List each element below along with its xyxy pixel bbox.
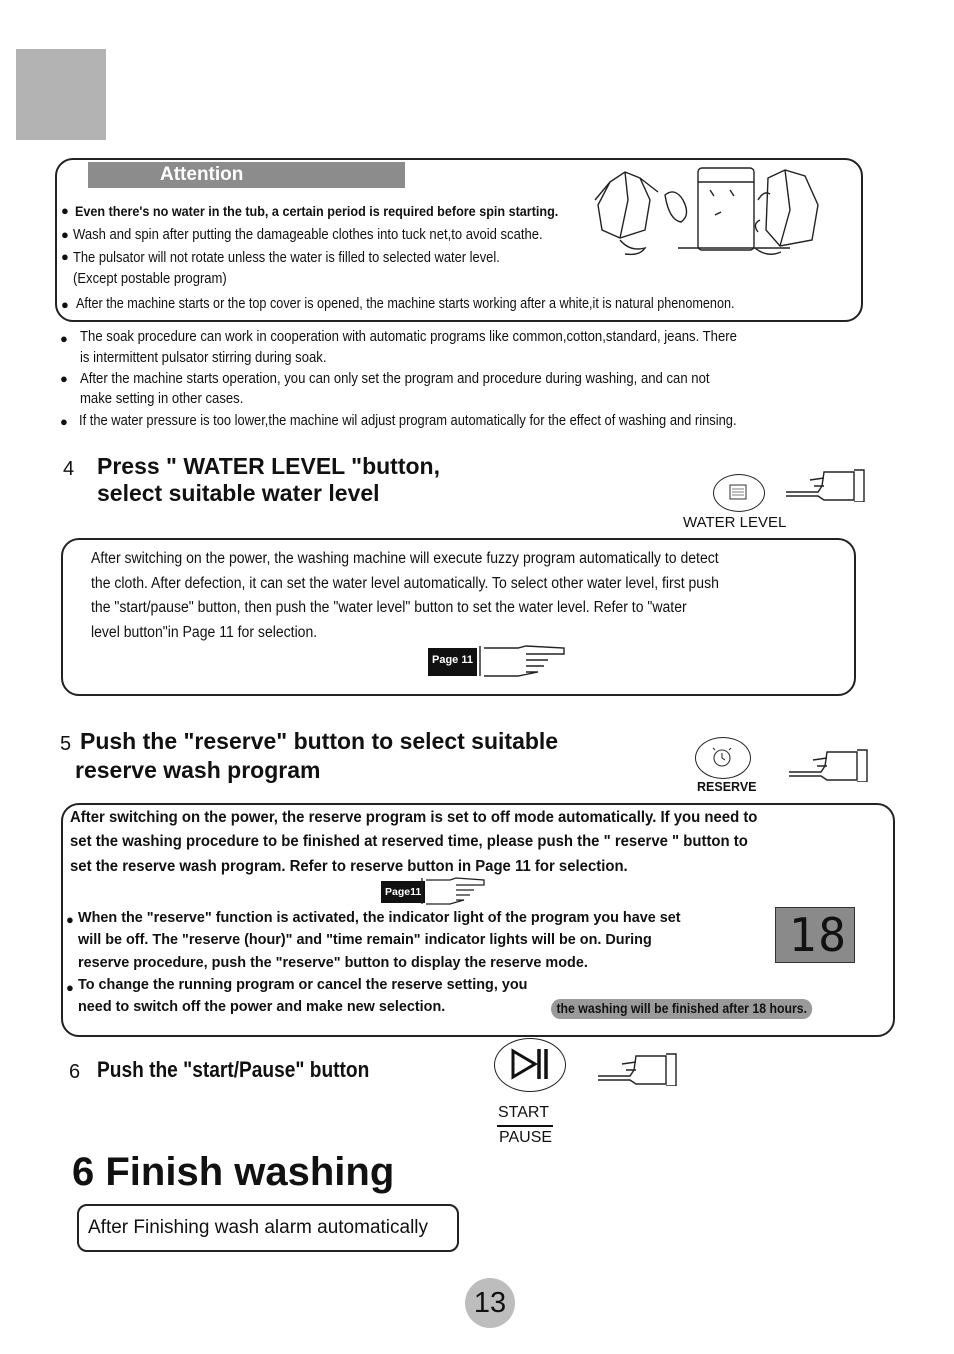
attention-item-3-cont: (Except postable program) [73,271,227,287]
attention-title: Attention [88,162,405,188]
note-1-line-2: is intermittent pulsator stirring during soak. [80,350,327,366]
pointing-hand-icon [787,748,869,782]
step5-body-line-2: set the washing procedure to be finished at reserved time, please push the " reserve " button to [70,833,748,850]
pointing-hand-icon [420,876,488,906]
step5-bullet-2-line-1: To change the running program or cancel the reserve setting, you [78,976,528,993]
pointing-hand-icon [784,468,866,502]
bullet-icon: ● [61,227,69,242]
note-3-line-1: If the water pressure is too lower,the machine wil adjust program automatically for the effect of washing and rinsing. [79,413,737,429]
step4-number: 4 [63,458,75,480]
bullet-icon: ● [60,371,68,386]
step5-bullet-1-line-2: will be off. The "reserve (hour)" and "time remain" indicator lights will be on. During [78,931,652,948]
start-pause-divider [497,1125,553,1127]
step5-bullet-1-line-1: When the "reserve" function is activated, the indicator light of the program you have set [78,909,681,926]
reserve-button[interactable] [695,737,751,779]
step5-title-line-2: reserve wash program [75,757,321,783]
step4-body-line-4: level button"in Page 11 for selection. [91,624,318,641]
step5-number: 5 [60,733,72,755]
step4-body-line-3: the "start/pause" button, then push the "water level" button to set the water level. Refer to "water [91,599,687,616]
display-digits: 18 [788,908,848,962]
step4-body-line-2: the cloth. After defection, it can set the water level automatically. To select other water level, first push [91,575,719,592]
step5-title-line-1: Push the "reserve" button to select suitable [80,728,559,754]
pointing-hand-icon [596,1052,678,1086]
step4-body-line-1: After switching on the power, the washing machine will execute fuzzy program automatically to detect [91,550,719,567]
reserve-display [775,907,855,963]
bullet-icon: ● [61,203,69,218]
play-pause-icon [495,1039,563,1089]
step4-title-line-1: Press " WATER LEVEL "button, [97,453,440,479]
bullet-icon: ● [61,249,69,264]
attention-item-4: After the machine starts or the top cover is opened, the machine starts working after a white,it is natural phenomenon. [76,296,735,312]
note-2-line-2: make setting in other cases. [80,391,244,407]
attention-item-1: Even there's no water in the tub, a certain period is required before spin starting. [75,203,559,219]
step5-body-line-1: After switching on the power, the reserve program is set to off mode automatically. If you need to [70,809,758,826]
note-2-line-1: After the machine starts operation, you can only set the program and procedure during washing, and can not [80,371,710,387]
bullet-icon: ● [60,331,68,346]
start-pause-button[interactable] [494,1038,566,1092]
step5-bullet-2-line-2: need to switch off the power and make new selection. [78,998,446,1015]
page-number: 13 [465,1278,515,1328]
step5-bullet-1-line-3: reserve procedure, push the "reserve" button to display the reserve mode. [78,954,588,971]
attention-item-2: Wash and spin after putting the damageable clothes into tuck net,to avoid scathe. [73,227,543,243]
reserve-label: RESERVE [697,780,757,794]
step6-title: Push the "start/Pause" button [97,1057,370,1082]
bullet-icon: ● [66,912,74,927]
water-level-icon [714,475,762,509]
bullet-icon: ● [61,297,69,312]
step6-number: 6 [69,1061,81,1083]
header-gray-square [16,49,106,140]
water-level-label: WATER LEVEL [683,514,787,531]
bullet-icon: ● [60,414,68,429]
step5-page-tag[interactable]: Page11 [381,881,425,903]
step5-body-line-3: set the reserve wash program. Refer to reserve button in Page 11 for selection. [70,858,628,875]
attention-item-3: The pulsator will not rotate unless the water is filled to selected water level. [73,250,500,266]
step4-page-tag[interactable]: Page 11 [428,648,477,676]
clothes-machine-illustration [590,160,840,265]
finish-title: 6 Finish washing [72,1150,395,1194]
finish-note: After Finishing wash alarm automatically [77,1204,459,1252]
start-label: START [498,1104,549,1121]
bullet-icon: ● [66,980,74,995]
step4-title-line-2: select suitable water level [97,480,380,506]
pointing-hand-icon [478,644,568,678]
display-caption: the washing will be finished after 18 hours. [551,999,812,1019]
note-1-line-1: The soak procedure can work in cooperation with automatic programs like common,cotton,standard, jeans. There [80,329,737,345]
alarm-clock-icon [696,738,748,776]
pause-label: PAUSE [499,1129,553,1146]
water-level-button[interactable] [713,474,765,512]
